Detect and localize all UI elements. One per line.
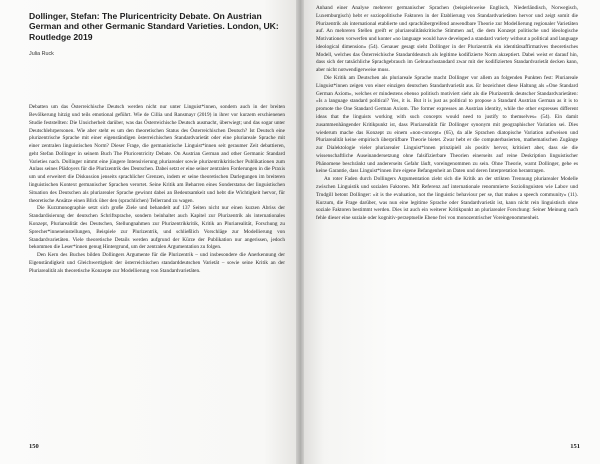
book-gutter <box>296 0 304 464</box>
right-column <box>316 5 578 223</box>
left-column <box>29 11 285 275</box>
right-paragraph-2: Die Kritik am Deutschen als pluriareale Sprache macht Dollinger vor allem an folgenden Punkten fest: Pluriareale Linguist*innen zeigen von einer einzigen deutschen Standardvarietät aus. Er bezeichnet diese Haltung als »One Standard German Axiom«, welches er mindestens ebenso politisch motiviert sieht als die Plurizentrik deutscher Standardvarietäten: »Is a language standard political? Yes, it is. But it is just as political to propose a Standard Austrian German as it is to promote the One Standard German Axiom. The former expresses an Austrian identity, while the other expresses different ideas that the linguists working with such concepts would need to justify to themselves« (54). Ein damit zusammenhängender Kritikpunkt ist, dass Pluriarealität für Dollinger synonym mit geographischer Variation sei. Dies wiederum mache das Konzept zu einem »non-concept« (65), da alle Sprachen diatopische Variation aufweisen und Pluriarealität keine empirisch überprüfbare Theorie bietet. Zwar hebt er die computerbasierten, mathematischen Zugänge zur Dialektologie vieler pluriarealer Linguist*innen prinzipiell als positiv hervor, kritisiert aber, dass sie die wissenschaftliche Auseinandersetzung ohne falsifizierbare Theorien einerseits auf reine Deskription linguistischer Phänomene beschränkt und andererseits Gefahr läuft, voreingenommen zu sein. Ohne Theorie, warnt Dollinger, gehe es keine Garantie, dass Linguist*innen ihre eigene Befangenheit an Daten und deren Interpretation herantragen. <box>316 75 578 175</box>
left-paragraph-2: Die Kurzmonographie setzt sich große Ziele und behandelt auf 137 Seiten nicht nur einen kurzen Abriss der Standardisierung der deutschen Schriftsprache, sondern beinhaltet auch Kapitel zur Plurizentrik als internationales Konzept, Pluriarealität des Deutschen, Stellungnahmen zur Plurizentrikkritik, Kritik an Pluriarealität, Forschung zu Sprecher*inneneinstellungen, Beispiele zur Plurizentrik, und schließlich Vorschläge zur Modellierung von Standardvarietäten. Viele theoretische Details werden aufgrund der Kürze der Publikation nur angerissen, jedoch bekommen die Leser*innen genug Hintergrund, um der zentralen Argumentation zu folgen. <box>29 205 285 251</box>
left-paragraph-3: Den Kern des Buches bilden Dollingers Argumente für die Plurizentrik – und insbesondere die Anerkennung der Eigenständigkeit und Gleichwertigkeit der österreichischen standarddeutschen Varietät – sowie seine Kritik an der Pluriarealität als theoretische Konzepte zur Modellierung von Standardvarietäten. <box>29 252 285 274</box>
review-title: Dollinger, Stefan: The Pluricentricity Debate. On Austrian German and other Germanic Standard Varieties. London, UK: Routledge 2019 <box>29 11 279 42</box>
page-number-left: 150 <box>29 443 39 450</box>
page-number-right: 151 <box>570 443 580 450</box>
right-page <box>300 0 600 464</box>
review-author: Julia Ruck <box>29 51 54 58</box>
right-paragraph-3: An roter Faden durch Dollingers Argumentation zieht sich die Kritik an der strikten Trennung pluriarealer Modelle zwischen Linguistik und sozialen Faktoren. Mit Referenz auf internationale renommierte Soziolinguisten wie Labov und Trudgill betont Dollinger: »it is the evaluation, not the linguistic behaviour per se, that makes a speech community« (11). Kurzum, die Frage darüber, was nun eine legitime Sprache oder Standardvarietät ist, kann nicht rein linguistisch ohne soziale Faktoren bestimmt werden. Dies ist auch ein weiterer Kritikpunkt an pluriarealer Forschung: Seiner Meinung nach fehle dieser eine soziale oder kognitiv-perzeptuelle Ebene frei von monozentrischer Voreingenommenheit. <box>316 176 578 222</box>
right-paragraph-1: Anhand einer Analyse mehrerer germanischer Sprachen (beispielsweise Englisch, Niederländisch, Norwegisch, Luxemburgisch) hebt er soziopolitische Faktoren in der Etablierung von Standardvarietäten hervor und zeigt somit die Plurizentrik als international etablierte und sprachübergreifend anwendbare Theorie zur Modellierung regionaler Varietäten auf. An mehreren Stellen greift er pluriarealitätskritische Stimmen auf, die dem Konzept politische und ideologische Motivationen vorwerfen und konter »no language would have developed a standard variety without a political and language ideological dimension« (54). Genauer gesagt sieht Dollinger in der Plurizentrik ein identitätsaffirmatives theoretisches Modell, welches das Österreichische Standarddeutsch als legitime kodifizierte Norm akzeptiert. Dabei weist er darauf hin, dass sich der tatsächliche Sprachgebrauch im Gebrauchsstandard zwar mit der kodifizierten Standardvarietät decken kann, aber nicht notwendigerweise muss. <box>316 5 578 74</box>
left-paragraph-1: Debatten um das Österreichische Deutsch werden nicht nur unter Linguist*innen, sondern auch in der breiten Bevölkerung hitzig und teils emotional geführt. Wie de Cillia und Ransmayr (2019) in ihrer vor kurzem erschienenen Studie feststellten: Die Unsicherheit darüber, was das Österreichische Deutsch ausmacht, überwiegt; und das sogar unter Deutschlehrpersonen. Wie aber steht es um den theoretischen Status des Österreichischen Deutsch? Ist Deutsch eine plurizentrische Sprache mit einer eigenständigen österreichischen Standardvarietät oder eine pluriareale Sprache mit einer zentralen linguistischen Norm? Dieser Frage, die germanistische Linguist*innen seit geraumer Zeit debattieren, geht Stefan Dollinger in seinem Buch The Pluricentricity Debate. On Austrian German and other Germanic Standard Varieties nach. Dollinger nimmt eine jüngere Intensivierung pluriarealer sowie plurizentrikkritischer Publikationen zum Anlass seines Plädoyers für die Plurizentrik des Deutschen. Dabei setzt er eine seiner zentralen Forderungen in die Praxis um und erweitert die Diskussion jenseits sprachlicher Grenzen, indem er seine theoretischen Darlegungen im breiteren linguistischen Kontext germanischer Sprachen verortet. Seine Kritik am Beharren eines Sonderstatus der linguistischen Situation des Deutschen als pluriarealer Sprache gewinnt dabei an Bedeutsamkeit und hebt die Wichtigkeit hervor, für theoretische Ansätze einen Blick über den (sprachlichen) Tellerrand zu wagen. <box>29 104 285 204</box>
